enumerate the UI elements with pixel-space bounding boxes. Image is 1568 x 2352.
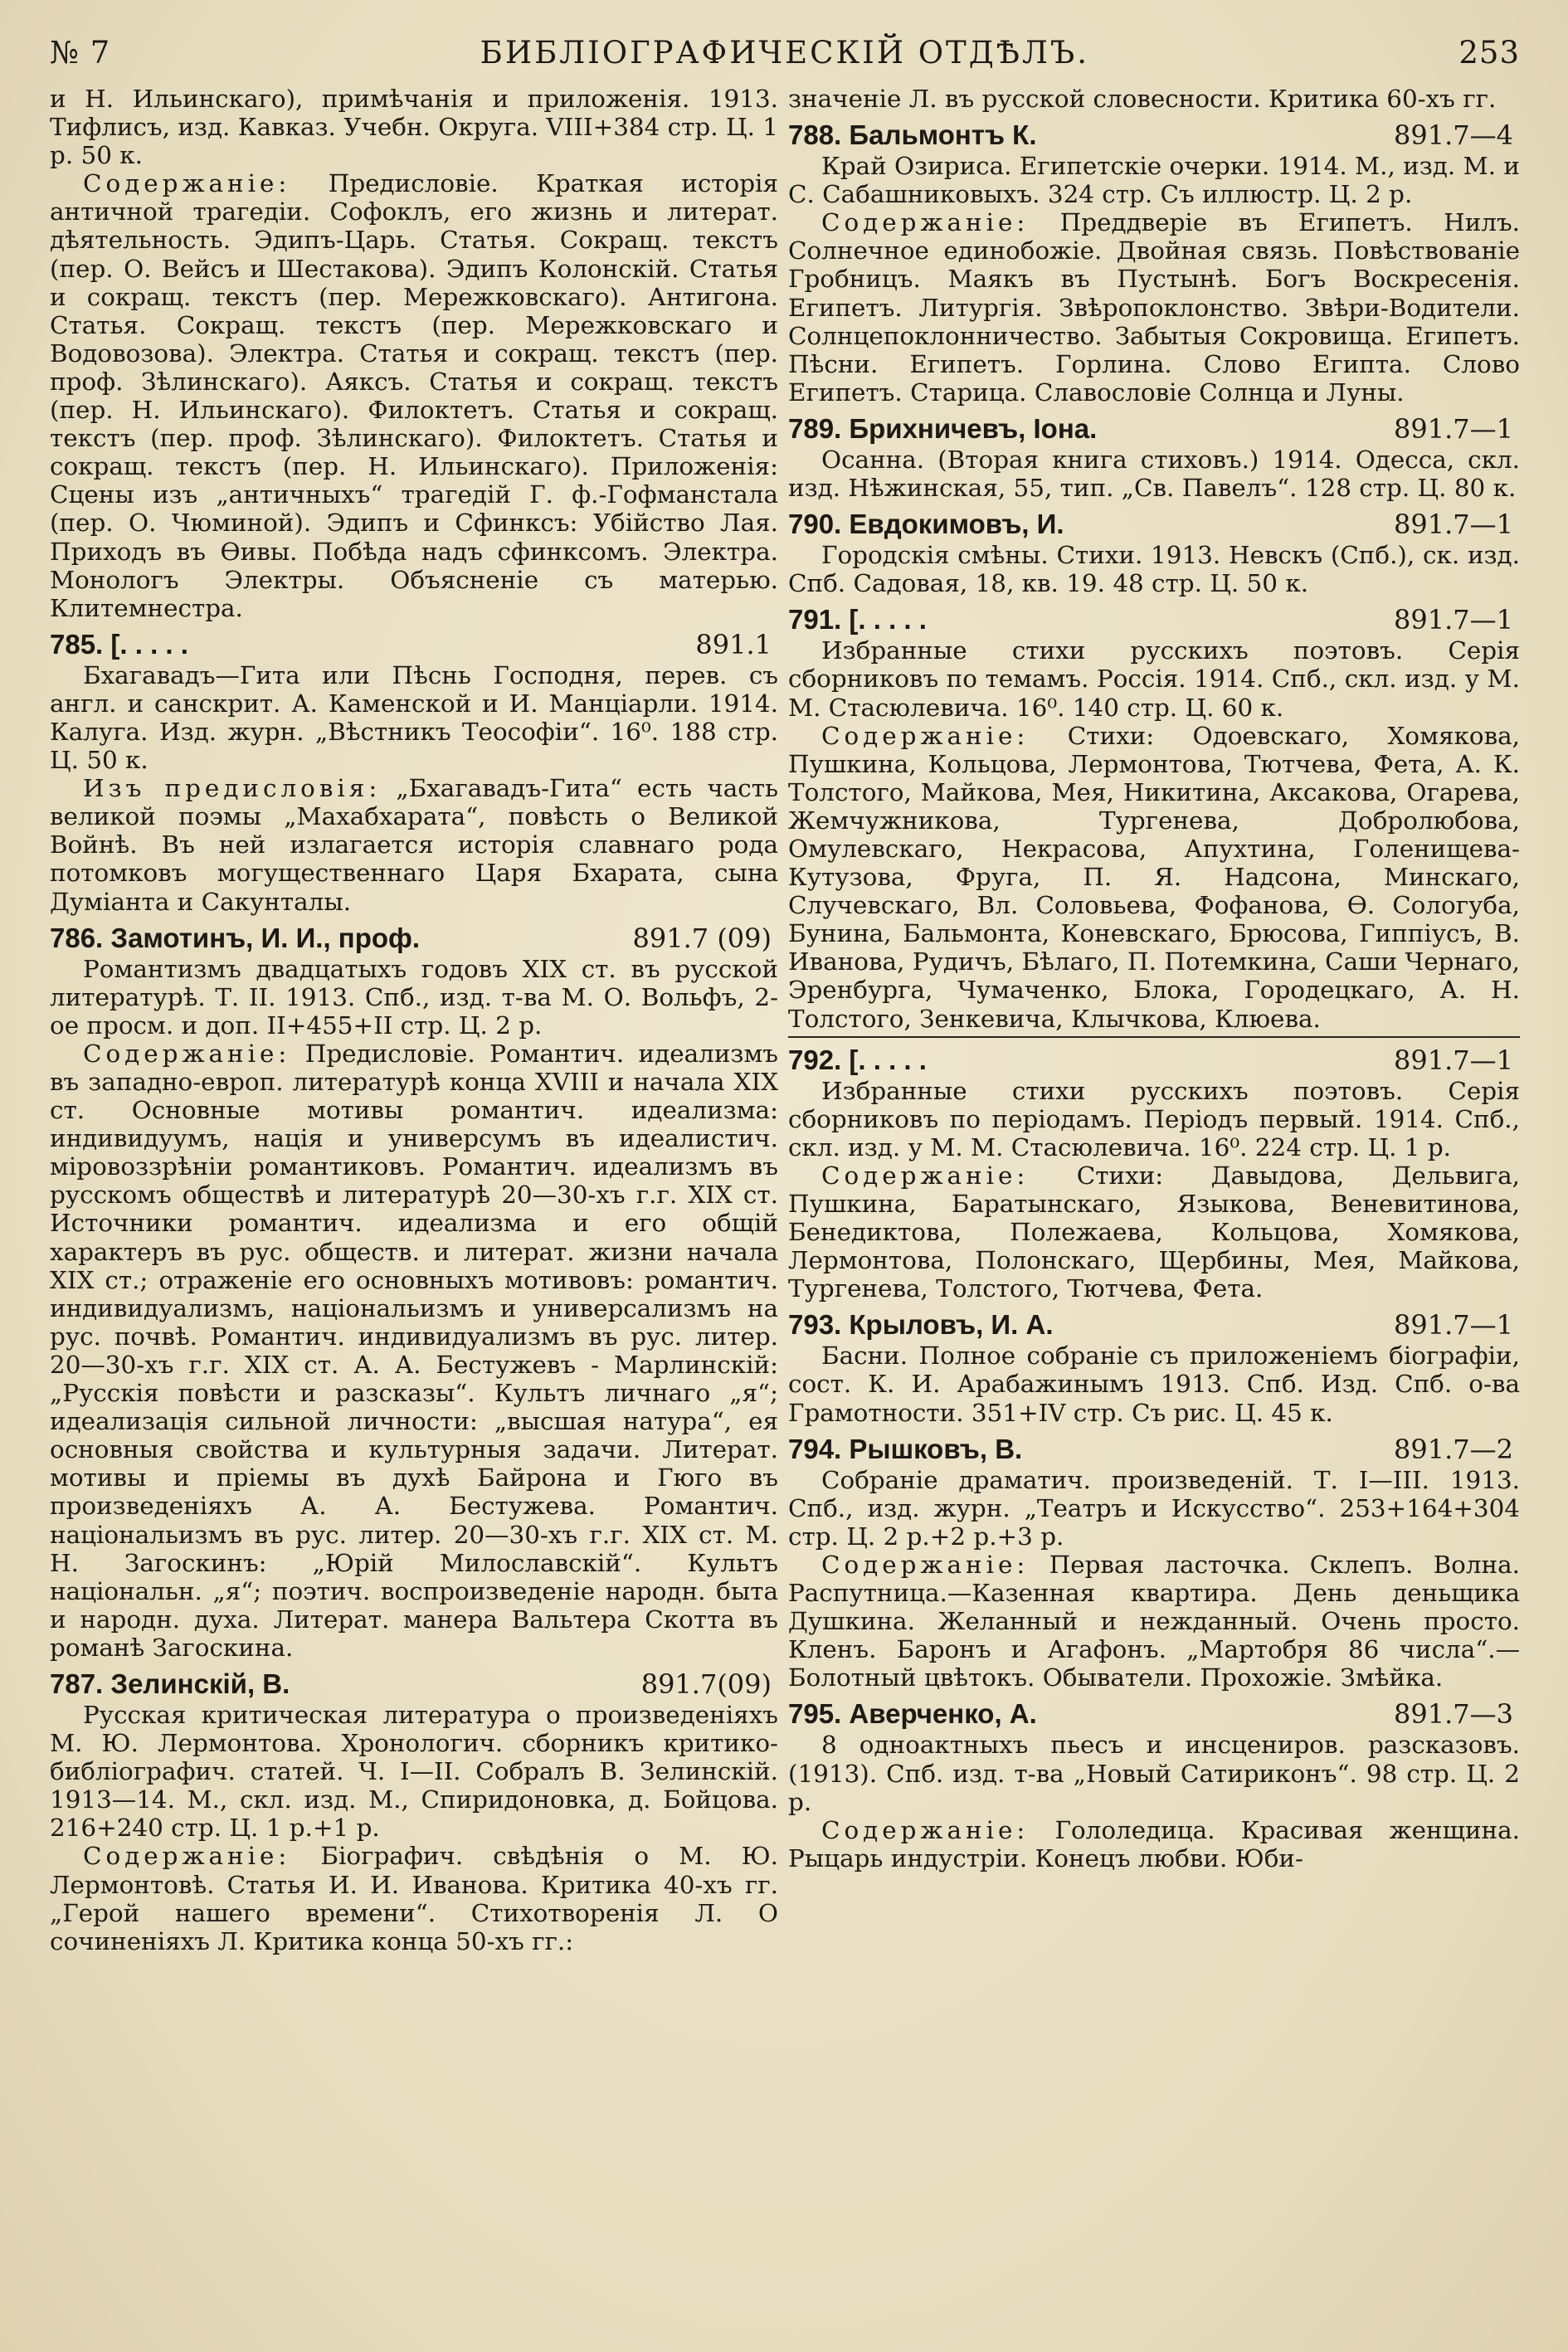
page-number: 253 — [1458, 35, 1520, 71]
entry-heading — [50, 1668, 778, 1701]
entry-text: Избранные стихи русскихъ поэтовъ. Серія сборниковъ по періодамъ. Періодъ первый. 1914. Спб., скл. изд. у М. М. Стасюлевича. 16⁰. 224 стр. Ц. 1 р. — [788, 1076, 1520, 1161]
entry-text: Басни. Полное собраніе съ приложеніемъ біографіи, сост. К. И. Арабажинымъ 1913. Спб. Изд. Спб. о-ва Грамотности. 351+IV стр. Съ рис. Ц. 45 к. — [788, 1342, 1520, 1427]
entry-contents — [788, 1816, 1520, 1872]
contents-text: Предисловіе. Романтич. идеализмъ въ западно-европ. литературѣ конца XVIII и начала XIX ст. Основные мотивы романтич. идеализма: индивидуумъ, нація и универсумъ въ идеалистич. міровоззрѣніи романтиковъ. Романтич. идеализмъ въ русскомъ обществѣ и литературѣ 20—30-хъ г.г. XIX ст. Источники романтич. идеализма и его общій характеръ въ рус. обществ. и литерат. жизни начала XIX ст.; отраженіе его основныхъ мотивовъ: романтич. индивидуализмъ, національизмъ и универсализмъ на рус. почвѣ. Романтич. индивидуализмъ въ рус. литер. 20—30-хъ г.г. XIX ст. А. А. Бестужевъ - Марлинскій: „Русскія повѣсти и разсказы“. Культъ личнаго „я“; идеализація сильной личности: „высшая натура“, ея основныя свойства и культурныя задачи. Литерат. мотивы и пріемы въ духѣ Байрона и Гюго въ произведеніяхъ А. А. Бестужева. Романтич. національизмъ въ рус. литер. 20—30-хъ г.г. XIX ст. М. Н. Загоскинъ: „Юрій Милославскій“. Культъ національн. „я“; поэтич. воспроизведеніе народн. быта и народн. духа. Литерат. манера Вальтера Скотта въ романѣ Загоскина. — [50, 1039, 779, 1662]
continued-entry-text: и Н. Ильинскаго), примѣчанія и приложенія. 1913. Тифлисъ, изд. Кавказ. Учебн. Округа. VIII+384 стр. Ц. 1 р. 50 к. — [50, 85, 778, 170]
entry-title — [788, 1308, 1054, 1342]
entry-title — [50, 628, 188, 661]
contents-label: Содержаніе: — [83, 1842, 291, 1871]
entry-author: [. . . . . — [110, 628, 188, 660]
left-column — [50, 85, 778, 1955]
section-title: БИБЛІОГРАФИЧЕСКІЙ ОТДѢЛЪ. — [480, 35, 1090, 71]
entry-author: Крыловъ, И. А. — [849, 1309, 1054, 1341]
entry-classification: 891.7—1 — [1394, 412, 1513, 445]
entry-heading — [788, 412, 1520, 446]
issue-number: № 7 — [50, 35, 111, 71]
entry-author: Рышковъ, В. — [849, 1433, 1023, 1464]
entry-heading — [50, 628, 778, 661]
contents-label: Содержаніе: — [821, 208, 1030, 237]
entry-heading — [788, 1308, 1520, 1342]
contents-label: Изъ предисловія: — [83, 774, 382, 803]
entry-classification: 891.7—3 — [1394, 1698, 1513, 1731]
entry-classification: 891.7(09) — [640, 1668, 772, 1700]
entry-author: Бальмонтъ К. — [849, 119, 1037, 151]
entry-text: Городскія смѣны. Стихи. 1913. Невскъ (Спб.), ск. изд. Спб. Садовая, 18, кв. 19. 48 стр. Ц. 50 к. — [788, 541, 1520, 598]
entry-classification: 891.7—1 — [1394, 1309, 1513, 1342]
entry-text: Осанна. (Вторая книга стиховъ.) 1914. Одесса, скл. изд. Нѣжинская, 55, тип. „Св. Павелъ“. 128 стр. Ц. 80 к. — [788, 445, 1520, 503]
contents-text: Гололедица. Красивая женщина. Рыцарь индустріи. Конецъ любви. Юби- — [788, 1815, 1520, 1872]
entry-786 — [50, 922, 778, 1662]
entry-contents — [788, 722, 1520, 1033]
entry-author: Евдокимовъ, И. — [849, 509, 1064, 540]
entry-classification: 891.7 (09) — [632, 922, 772, 954]
entry-contents — [788, 1551, 1520, 1692]
entry-heading — [788, 508, 1520, 541]
entry-classification: 891.7—1 — [1394, 509, 1513, 541]
entry-author: Замотинъ, И. И., проф. — [110, 922, 421, 953]
entry-heading — [50, 922, 778, 955]
contents-label: Содержаніе: — [821, 1815, 1030, 1844]
entry-number: 788. — [788, 119, 842, 151]
entry-classification: 891.1 — [695, 628, 772, 660]
entry-792 — [788, 1044, 1520, 1303]
entry-text: Край Озириса. Египетскіе очерки. 1914. М., изд. М. и С. Сабашниковыхъ. 324 стр. Съ иллюстр. Ц. 2 р. — [788, 152, 1520, 209]
contents-text: Стихи: Одоевскаго, Хомякова, Пушкина, Кольцова, Лермонтова, Тютчева, Фета, А. К. Толстого, Майкова, Мея, Никитина, Аксакова, Огарева, Жемчужникова, Тургенева, Добролюбова, Омулевскаго, Некрасова, Апухтина, Голенищева-Кутузова, Фруга, П. Я. Надсона, Минскаго, Случевскаго, Вл. Соловьева, Фофанова, Ө. Сологуба, Бунина, Бальмонта, Коневскаго, Брюсова, Гиппіусъ, В. Иванова, Рудичъ, Бѣлаго, П. Потемкина, Саши Чернаго, Эренбурга, Чумаченко, Блока, Городецкаго, А. Н. Толстого, Зенкевича, Клычкова, Клюева. — [788, 721, 1521, 1033]
entry-number: 785. — [50, 628, 104, 660]
entry-791 — [788, 603, 1520, 1032]
entry-title — [788, 119, 1037, 152]
entry-795 — [788, 1697, 1520, 1872]
entry-number: 794. — [788, 1433, 842, 1464]
entry-788 — [788, 119, 1520, 407]
entry-789 — [788, 412, 1520, 502]
entry-contents — [788, 1161, 1520, 1303]
entry-contents — [788, 208, 1520, 407]
entry-number: 795. — [788, 1698, 842, 1730]
contents-label: Содержаніе: — [83, 169, 291, 198]
entry-number: 789. — [788, 412, 842, 444]
entry-heading — [788, 603, 1520, 636]
entry-author: [. . . . . — [849, 1044, 927, 1075]
entry-text: Избранные стихи русскихъ поэтовъ. Серія сборниковъ по темамъ. Россія. 1914. Спб., скл. изд. у М. М. Стасюлевича. 16⁰. 140 стр. Ц. 60 к. — [788, 636, 1520, 722]
entry-heading — [788, 1044, 1520, 1077]
entry-heading — [788, 1697, 1520, 1731]
columns — [50, 85, 1520, 1955]
entry-title — [788, 412, 1097, 446]
running-head — [50, 33, 1520, 73]
entry-divider — [788, 1036, 1520, 1038]
entry-text: Русская критическая литература о произведеніяхъ М. Ю. Лермонтова. Хронологич. сборникъ критико-библіографич. статей. Ч. I—II. Собралъ В. Зелинскій. 1913—14. М., скл. изд. М., Спиридоновка, д. Бойцова. 216+240 стр. Ц. 1 р.+1 р. — [50, 1700, 778, 1843]
entry-title — [50, 1668, 290, 1701]
contents-text: Біографич. свѣдѣнія о М. Ю. Лермонтовѣ. Статья И. И. Иванова. Критика 40-хъ гг. „Герой нашего времени“. Стихотворенія Л. О сочиненіяхъ Л. Критика конца 50-хъ гг.: — [50, 1842, 778, 1955]
entry-author: Аверченко, А. — [849, 1698, 1037, 1730]
entry-contents — [50, 1040, 778, 1662]
entry-number: 790. — [788, 509, 842, 540]
entry-number: 787. — [50, 1668, 104, 1699]
contents-text: „Бхагавадъ-Гита“ есть часть великой поэмы „Махабхарата“, повѣсть о Великой Войнѣ. Въ ней излагается исторія славнаго рода потомковъ могущественнаго Царя Бхарата, сына Думіанта и Сакунталы. — [50, 774, 778, 916]
entry-title — [50, 922, 420, 955]
entry-classification: 891.7—4 — [1394, 119, 1513, 152]
entry-contents — [50, 774, 778, 915]
entry-text: Бхагавадъ—Гита или Пѣснь Господня, перев. съ англ. и санскрит. А. Каменской и И. Манціарли. 1914. Калуга. Изд. журн. „Вѣстникъ Теософіи“. 16⁰. 188 стр. Ц. 50 к. — [50, 660, 778, 775]
contents-label: Содержаніе: — [821, 1550, 1030, 1579]
contents-text: Предисловіе. Краткая исторія античной трагедіи. Софоклъ, его жизнь и литерат. дѣятельность. Эдипъ-Царь. Статья. Сокращ. текстъ (пер. О. Вейсъ и Шестакова). Эдипъ Колонскій. Статья и сокращ. текстъ (пер. Мережковскаго). Антигона. Статья. Сокращ. текстъ (пер. Мережковскаго и Водовозова). Электра. Статья и сокращ. текстъ (пер. проф. Зѣлинскаго). Аяксъ. Статья и сокращ. текстъ (пер. Н. Ильинскаго). Филоктетъ. Статья и сокращ. текстъ (пер. проф. Зѣлинскаго). Филоктетъ. Статья и сокращ. текстъ (пер. Н. Ильинскаго). Приложенія: Сцены изъ „античныхъ“ трагедій Г. ф.-Гофманстала (пер. О. Чюминой). Эдипъ и Сфинксъ: Убійство Лая. Приходъ въ Өивы. Побѣда надъ сфинксомъ. Электра. Монологъ Электры. Объясненіе съ матерью. Клитемнестра. — [50, 169, 778, 622]
contents-text: Первая ласточка. Склепъ. Волна. Распутница.—Казенная квартира. День деньщика Душкина. Желанный и нежданный. Очень просто. Кленъ. Баронъ и Агафонъ. „Мартобря 86 числа“.—Болотный цвѣтокъ. Обыватели. Прохожіе. Змѣйка. — [788, 1550, 1521, 1692]
continued-entry-contents — [50, 169, 778, 622]
right-column — [788, 85, 1520, 1955]
entry-790 — [788, 508, 1520, 597]
entry-number: 793. — [788, 1309, 842, 1341]
continued-entry-text: значеніе Л. въ русской словесности. Критика 60-хъ гг. — [788, 85, 1497, 113]
entry-heading — [788, 1433, 1520, 1466]
contents-text: Преддверіе въ Египетъ. Нилъ. Солнечное единобожіе. Двойная связь. Повѣствованіе Гробницъ. Маякъ въ Пустынѣ. Богъ Воскресенія. Египетъ. Литургія. Звѣропоклонство. Звѣри-Водители. Солнцепоклонничество. Забытыя Сокровища. Египетъ. Пѣсни. Египетъ. Горлина. Слово Египта. Слово Египетъ. Старица. Славословіе Солнца и Луны. — [788, 208, 1520, 407]
contents-label: Содержаніе: — [821, 1161, 1030, 1190]
entry-classification: 891.7—1 — [1394, 1044, 1513, 1076]
entry-classification: 891.7—2 — [1394, 1433, 1513, 1465]
entry-number: 792. — [788, 1044, 842, 1075]
entry-793 — [788, 1308, 1520, 1426]
contents-label: Содержаніе: — [821, 721, 1030, 750]
entry-author: Брихничевъ, Іона. — [849, 412, 1098, 444]
entry-number: 786. — [50, 922, 104, 953]
entry-title — [788, 1433, 1022, 1466]
entry-text: Романтизмъ двадцатыхъ годовъ XIX ст. въ русской литературѣ. Т. II. 1913. Спб., изд. т-ва М. О. Вольфъ, 2-ое просм. и доп. II+455+II стр. Ц. 2 р. — [50, 954, 778, 1040]
entry-author: Зелинскій, В. — [110, 1668, 290, 1699]
entry-title — [788, 1697, 1037, 1731]
entry-text: 8 одноактныхъ пьесъ и инсцениров. разсказовъ. (1913). Спб. изд. т-ва „Новый Сатириконъ“. 98 стр. Ц. 2 р. — [788, 1731, 1520, 1816]
contents-text: Стихи: Давыдова, Дельвига, Пушкина, Баратынскаго, Языкова, Веневитинова, Бенедиктова, Полежаева, Кольцова, Хомякова, Лермонтова, Полонскаго, Щербины, Мея, Майкова, Тургенева, Толстого, Тютчева, Фета. — [788, 1161, 1520, 1303]
entry-title — [788, 603, 927, 636]
entry-text: Собраніе драматич. произведеній. Т. I—III. 1913. Спб., изд. журн. „Театръ и Искусство“. 253+164+304 стр. Ц. 2 р.+2 р.+3 р. — [788, 1465, 1520, 1551]
entry-heading — [788, 119, 1520, 152]
entry-number: 791. — [788, 604, 842, 635]
entry-title — [788, 1044, 927, 1077]
entry-title — [788, 508, 1064, 541]
entry-classification: 891.7—1 — [1394, 604, 1513, 636]
contents-label: Содержаніе: — [83, 1039, 291, 1068]
entry-785 — [50, 628, 778, 916]
entry-794 — [788, 1433, 1520, 1692]
entry-787 — [50, 1668, 778, 1955]
entry-author: [. . . . . — [849, 604, 927, 635]
entry-contents — [50, 1842, 778, 1955]
